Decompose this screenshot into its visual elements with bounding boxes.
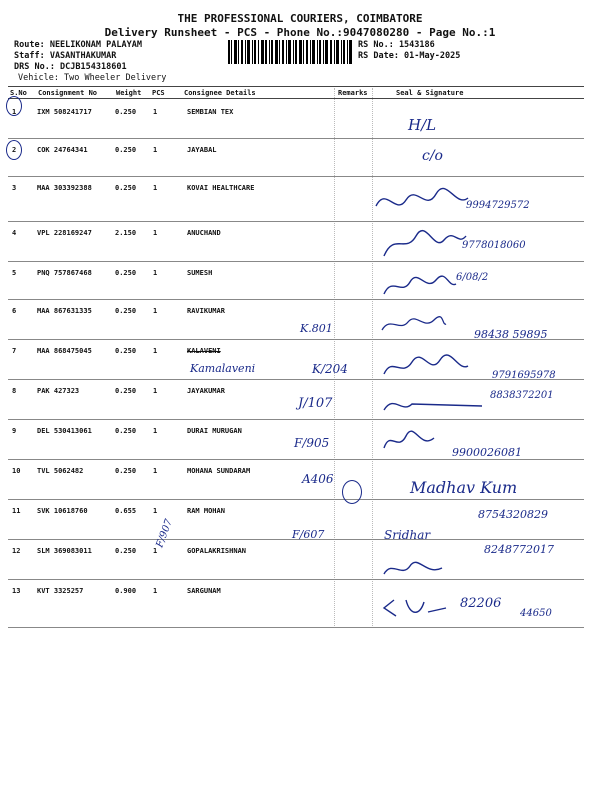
table-header-rule <box>8 98 584 99</box>
handwritten-signature: Sridhar <box>384 528 431 542</box>
handwritten-room-number: J/107 <box>298 396 333 411</box>
row-weight: 0.250 <box>115 387 137 395</box>
rs-number: RS No.: 1543186 <box>358 40 435 50</box>
handwritten-date: 6/08/2 <box>456 272 489 283</box>
row-sno: 4 <box>12 229 17 237</box>
table-row <box>8 138 584 177</box>
table-row <box>8 176 584 222</box>
row-consignee: SUMESH <box>187 269 213 277</box>
handwritten-signature: H/L <box>408 116 437 134</box>
row-pcs: 1 <box>153 427 158 435</box>
row-consignment: PAK 427323 <box>37 387 80 395</box>
row-pcs: 1 <box>153 229 158 237</box>
row-sno: 12 <box>12 547 21 555</box>
row-pcs: 1 <box>153 347 158 355</box>
row-sno: 6 <box>12 307 17 315</box>
row-weight: 0.250 <box>115 184 137 192</box>
row-pcs: 1 <box>153 269 158 277</box>
row-consignment: MAA 303392388 <box>37 184 92 192</box>
vehicle-label: Vehicle: Two Wheeler Delivery <box>18 73 167 83</box>
col-header-weight: Weight <box>116 89 142 97</box>
handwritten-room-number: F/607 <box>292 528 325 541</box>
serial-circle-mark <box>6 140 22 160</box>
row-sno: 1 <box>12 108 17 116</box>
handwritten-room-number: F/905 <box>294 436 330 450</box>
handwritten-phone: 82206 <box>460 596 502 611</box>
row-pcs: 1 <box>153 307 158 315</box>
row-weight: 0.655 <box>115 507 137 515</box>
handwritten-circle-mark <box>342 480 362 504</box>
row-pcs: 1 <box>153 184 158 192</box>
row-sno: 2 <box>12 146 17 154</box>
signature-scribble <box>380 556 450 582</box>
col-header-consignment: Consignment No <box>38 89 98 97</box>
row-sno: 9 <box>12 427 17 435</box>
row-consignment: MAA 868475045 <box>37 347 92 355</box>
staff-label: Staff: VASANTHAKUMAR <box>14 51 117 61</box>
row-consignee: RAM MOHAN <box>187 507 225 515</box>
table-top-rule <box>8 86 584 87</box>
row-weight: 0.250 <box>115 347 137 355</box>
row-consignee: SEMBIAN TEX <box>187 108 234 116</box>
row-sno: 3 <box>12 184 17 192</box>
handwritten-phone: 8754320829 <box>478 508 548 521</box>
row-consignee: JAYAKUMAR <box>187 387 225 395</box>
row-sno: 5 <box>12 269 17 277</box>
row-consignment: VPL 228169247 <box>37 229 92 237</box>
row-pcs: 1 <box>153 587 158 595</box>
row-sno: 13 <box>12 587 21 595</box>
row-weight: 0.250 <box>115 307 137 315</box>
table-row <box>8 100 584 139</box>
col-header-seal-signature: Seal & Signature <box>396 89 464 97</box>
row-consignment: MAA 867631335 <box>37 307 92 315</box>
row-consignee: MOHANA SUNDARAM <box>187 467 251 475</box>
col-header-consignee: Consignee Details <box>184 89 256 97</box>
handwritten-signature: Madhav Kum <box>410 478 518 497</box>
handwritten-phone: 8248772017 <box>484 543 554 556</box>
col-header-remarks: Remarks <box>338 89 368 97</box>
handwritten-phone: 9900026081 <box>452 446 522 459</box>
col-header-pcs: PCS <box>152 89 165 97</box>
handwritten-phone: 9791695978 <box>492 370 556 381</box>
row-weight: 0.250 <box>115 108 137 116</box>
row-weight: 0.250 <box>115 467 137 475</box>
row-consignee: SARGUNAM <box>187 587 221 595</box>
handwritten-phone: 8838372201 <box>490 390 554 401</box>
handwritten-phone: 9994729572 <box>466 200 530 211</box>
row-consignment: SLM 369083011 <box>37 547 92 555</box>
handwritten-signature: c/o <box>422 148 443 164</box>
row-sno: 11 <box>12 507 21 515</box>
row-consignee: JAYABAL <box>187 146 217 154</box>
row-weight: 2.150 <box>115 229 137 237</box>
signature-scribble <box>378 270 458 300</box>
company-title: THE PROFESSIONAL COURIERS, COIMBATORE <box>177 12 423 25</box>
row-consignment: DEL 530413061 <box>37 427 92 435</box>
row-weight: 0.900 <box>115 587 137 595</box>
signature-scribble <box>372 182 472 222</box>
row-consignment: TVL 5062482 <box>37 467 84 475</box>
handwritten-room-number: K.801 <box>300 322 333 335</box>
row-weight: 0.250 <box>115 427 137 435</box>
row-weight: 0.250 <box>115 146 137 154</box>
handwritten-room-number: F/907 <box>154 517 175 550</box>
signature-scribble <box>378 226 468 262</box>
row-consignment: IXM 508241717 <box>37 108 92 116</box>
row-consignee: RAVIKUMAR <box>187 307 225 315</box>
row-consignment: PNQ 757867468 <box>37 269 92 277</box>
row-consignment: COK 24764341 <box>37 146 88 154</box>
handwritten-consignee-name: Kamalaveni <box>190 362 256 375</box>
row-consignment: SVK 10618760 <box>37 507 88 515</box>
row-weight: 0.250 <box>115 269 137 277</box>
drs-label: DRS No.: DCJB154318601 <box>14 62 127 72</box>
serial-circle-mark <box>6 96 22 116</box>
handwritten-phone: 44650 <box>520 608 552 619</box>
row-sno: 10 <box>12 467 21 475</box>
table-row <box>8 261 584 300</box>
row-consignee: DURAI MURUGAN <box>187 427 242 435</box>
barcode <box>228 40 353 64</box>
col-header-sno: S.No <box>10 89 27 97</box>
route-label: Route: NEELIKONAM PALAYAM <box>14 40 142 50</box>
row-consignee: ANUCHAND <box>187 229 221 237</box>
row-pcs: 1 <box>153 146 158 154</box>
signature-scribble <box>380 428 440 454</box>
handwritten-room-number: K/204 <box>312 362 348 376</box>
signature-scribble <box>380 596 460 622</box>
signature-scribble <box>380 352 470 382</box>
row-pcs: 1 <box>153 547 158 555</box>
row-consignee: KALAVENI <box>187 347 221 355</box>
rs-date: RS Date: 01-May-2025 <box>358 51 461 61</box>
row-pcs: 1 <box>153 387 158 395</box>
row-consignee: KOVAI HEALTHCARE <box>187 184 255 192</box>
row-pcs: 1 <box>153 108 158 116</box>
row-consignment: KVT 3325257 <box>37 587 84 595</box>
handwritten-room-number: A406 <box>302 472 334 486</box>
row-weight: 0.250 <box>115 547 137 555</box>
handwritten-phone: 9778018060 <box>462 240 526 251</box>
row-pcs: 1 <box>153 507 158 515</box>
handwritten-phone: 98438 59895 <box>474 328 548 341</box>
sheet-title: Delivery Runsheet - PCS - Phone No.:9047080280 - Page No.:1 <box>104 26 496 39</box>
signature-scribble <box>378 392 488 418</box>
row-pcs: 1 <box>153 467 158 475</box>
row-sno: 7 <box>12 347 17 355</box>
signature-scribble <box>378 312 448 336</box>
row-consignee: GOPALAKRISHNAN <box>187 547 247 555</box>
row-sno: 8 <box>12 387 17 395</box>
